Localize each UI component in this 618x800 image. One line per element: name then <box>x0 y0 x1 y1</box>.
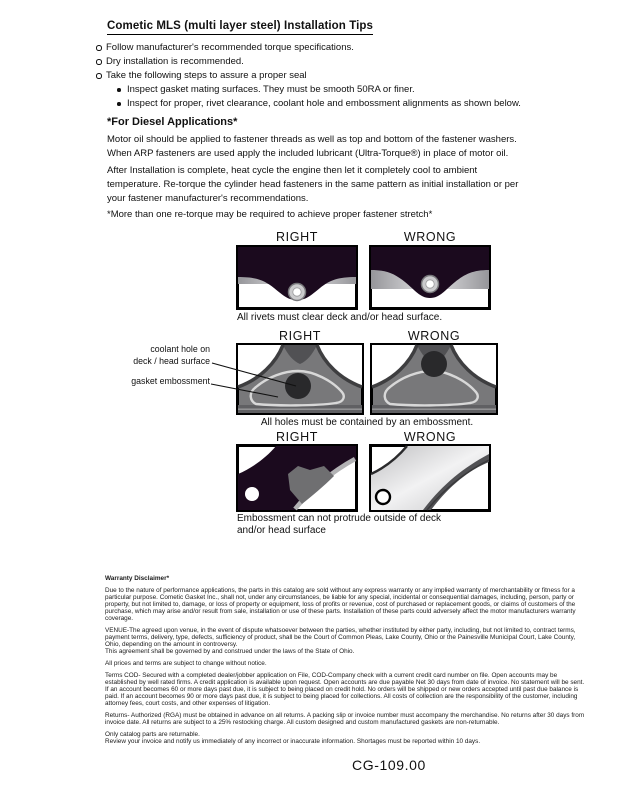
invoice-review-note: Review your invoice and notify us immediately of any incorrect or inaccurate information. Shortages must be reported within 10 days. <box>105 738 481 745</box>
fig2-hole-label: coolant hole on deck / head surface <box>133 344 210 366</box>
fig2-right-label: RIGHT <box>279 329 321 343</box>
diesel-paragraph-1: Motor oil should be applied to fastener threads as well as top and bottom of the fastener washers. When ARP fasteners are used apply the included lubricant (Ultra-Torque®) in place of motor oil. <box>107 134 517 159</box>
fig3-wrong-label: WRONG <box>403 430 457 444</box>
list-item <box>117 84 536 96</box>
fig1-caption: All rivets must clear deck and/or head surface. <box>237 312 443 323</box>
terms-cod-paragraph: Terms COD- Secured with a completed dealer/jobber application on File, COD-Company check with a current credit card number on file. Open accounts may be established by well rated firms. A credit application is available upon request. Open accounts are due payable Net 30 days from date of invoice. No statement will be sent. If an account becomes 60 or more days past due, it is subject to being placed on credit hold. No orders will be shipped or new orders accepted until past due balance is paid. If an account becomes 90 or more days past due, it is subject to being placed for collections. All costs of collection are the responsibility of the customer, including attorney fees, court costs, and other expenses of litigation. <box>105 672 585 707</box>
legal-disclaimer <box>105 575 587 750</box>
tip-text: Follow manufacturer's recommended torque specifications. <box>106 42 354 53</box>
fig3-right-label: RIGHT <box>276 430 318 444</box>
venue-paragraph: VENUE-The agreed upon venue, in the event of dispute whatsoever between the parties, whether instituted by either party, including, but not limited to, contract terms, payment terms, delivery, type, defects, sufficiency of product, shall be the Court of Common Pleas, Lake County, Ohio or the Painesville Municipal Court, Lake County, Ohio, depending on the amount in controversy. <box>105 627 576 648</box>
fig3-wrong-diagram <box>369 444 491 512</box>
list-item <box>96 70 536 82</box>
prices-notice: All prices and terms are subject to change without notice. <box>105 660 267 667</box>
fig1-wrong-diagram <box>369 245 491 310</box>
fig1-right-diagram <box>236 245 358 310</box>
fig2-wrong-diagram <box>370 343 498 415</box>
fig2-wrong-label: WRONG <box>407 329 461 343</box>
open-bullet-icon <box>96 56 106 68</box>
fig1-right-label: RIGHT <box>276 230 318 244</box>
open-bullet-icon <box>96 42 106 54</box>
list-item <box>117 98 536 110</box>
list-item <box>96 56 536 68</box>
returns-paragraph: Returns- Authorized (RGA) must be obtained in advance on all returns. A packing slip or invoice number must accompany the merchandise. No returns after 30 days from invoice date. All returns are subject to a 25% restocking charge. All custom designed and custom manufactured gaskets are non-returnable. <box>105 712 585 726</box>
fig3-right-diagram <box>236 444 358 512</box>
fig2-embossment-label: gasket embossment <box>131 376 210 386</box>
page-title: Cometic MLS (multi layer steel) Installation Tips <box>107 20 373 35</box>
filled-bullet-icon <box>117 84 127 96</box>
tip-text: Inspect for proper, rivet clearance, coolant hole and embossment alignments as shown below. <box>127 98 521 110</box>
catalog-parts-note: Only catalog parts are returnable. <box>105 731 200 738</box>
fig1-wrong-label: WRONG <box>403 230 457 244</box>
open-bullet-icon <box>96 70 106 82</box>
installation-tips-list <box>96 42 536 112</box>
list-item <box>96 42 536 54</box>
tip-text: Take the following steps to assure a proper seal <box>106 70 307 82</box>
tip-text: Dry installation is recommended. <box>106 56 244 68</box>
diesel-applications-heading: *For Diesel Applications* <box>107 116 238 128</box>
fig2-caption: All holes must be contained by an embossment. <box>260 417 474 428</box>
warranty-heading: Warranty Disclaimer* <box>105 575 170 582</box>
tip-text: Inspect gasket mating surfaces. They must be smooth 50RA or finer. <box>127 84 415 96</box>
filled-bullet-icon <box>117 98 127 110</box>
retorque-note: *More than one re-torque may be required to achieve proper fastener stretch* <box>107 209 433 220</box>
diesel-paragraph-2: After Installation is complete, heat cycle the engine then let it completely cool to ambient temperature. Re-torque the cylinder head fasteners in the same pattern as initial installation or per your fastener manufacturer's recommendations. <box>107 165 519 204</box>
venue-governing-law: This agreement shall be governed by and construed under the laws of the State of Ohio. <box>105 648 355 655</box>
fig3-caption: Embossment can not protrude outside of deck and/or head surface <box>237 513 442 536</box>
page-number: CG-109.00 <box>352 757 426 773</box>
fig2-right-diagram <box>236 343 364 415</box>
warranty-paragraph: Due to the nature of performance applications, the parts in this catalog are sold without any express warranty or any implied warranty of merchantability or fitness for a particular purpose. Cometic Gasket Inc., shall not, under any circumstances, be liable for any special, incidental or consequential damages, including, person, party or property, but not limited to, damage, or loss of property or equipment, loss of profits or revenue, cost of purchased or replacement goods, or claims of customers of the purchase, which may arise and/or result from sale, installation or use of these parts. Installation of these parts could adversely affect the motor manufacturers warranty coverage. <box>105 587 576 622</box>
